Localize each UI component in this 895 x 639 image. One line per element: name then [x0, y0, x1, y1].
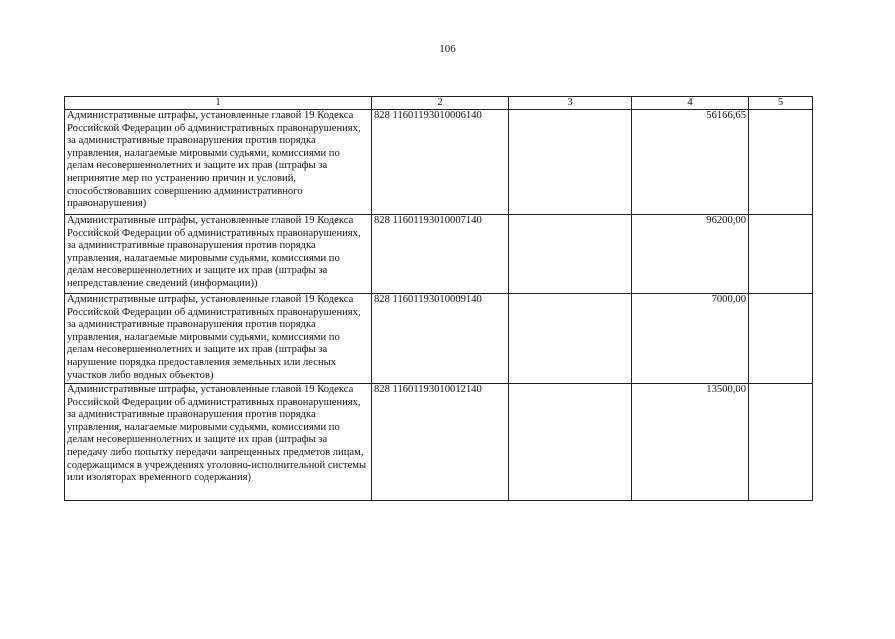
row-col3: [509, 215, 632, 294]
row-code: 828 11601193010009140: [372, 294, 509, 384]
column-header-4: 4: [632, 97, 749, 110]
row-name: Административные штрафы, установленные главой 19 Кодекса Российской Федерации об административных правонарушениях, за административные правонарушения против порядка управления, налагаемые мировыми судьями, комиссиями по делам несовершеннолетних и защите их прав (штрафы за непринятие мер по устранению причин и условий, способствовавших совершению административного правонарушения): [65, 110, 372, 215]
table-header-row: [65, 97, 813, 110]
row-col5: [749, 110, 813, 215]
row-code: 828 11601193010007140: [372, 215, 509, 294]
row-name: Административные штрафы, установленные главой 19 Кодекса Российской Федерации об административных правонарушениях, за административные правонарушения против порядка управления, налагаемые мировыми судьями, комиссиями по делам несовершеннолетних и защите их прав (штрафы за нарушение порядка предоставления земельных или лесных участков либо водных объектов): [65, 294, 372, 384]
row-col5: [749, 215, 813, 294]
row-code: 828 11601193010006140: [372, 110, 509, 215]
column-header-1: 1: [65, 97, 372, 110]
row-col5: [749, 294, 813, 384]
column-header-3: 3: [509, 97, 632, 110]
row-amount: 13500,00: [632, 384, 749, 501]
column-header-5: 5: [749, 97, 813, 110]
row-code: 828 11601193010012140: [372, 384, 509, 501]
table-row: [65, 294, 813, 384]
column-header-2: 2: [372, 97, 509, 110]
row-name: Административные штрафы, установленные главой 19 Кодекса Российской Федерации об административных правонарушениях, за административные правонарушения против порядка управления, налагаемые мировыми судьями, комиссиями по делам несовершеннолетних и защите их прав (штрафы за передачу либо попытку передачи запрещенных предметов лицам, содержащимся в учреждениях уголовно-исполнительной системы или изоляторах временного содержания): [65, 384, 372, 501]
row-amount: 7000,00: [632, 294, 749, 384]
row-col3: [509, 294, 632, 384]
report-table: [64, 96, 813, 501]
row-col3: [509, 384, 632, 501]
table-row: [65, 384, 813, 501]
row-col5: [749, 384, 813, 501]
row-name: Административные штрафы, установленные главой 19 Кодекса Российской Федерации об административных правонарушениях, за административные правонарушения против порядка управления, налагаемые мировыми судьями, комиссиями по делам несовершеннолетних и защите их прав (штрафы за непредставление сведений (информации)): [65, 215, 372, 294]
table-row: [65, 110, 813, 215]
row-amount: 56166,65: [632, 110, 749, 215]
row-col3: [509, 110, 632, 215]
page-number: 106: [439, 43, 456, 55]
table-row: [65, 215, 813, 294]
row-amount: 96200,00: [632, 215, 749, 294]
